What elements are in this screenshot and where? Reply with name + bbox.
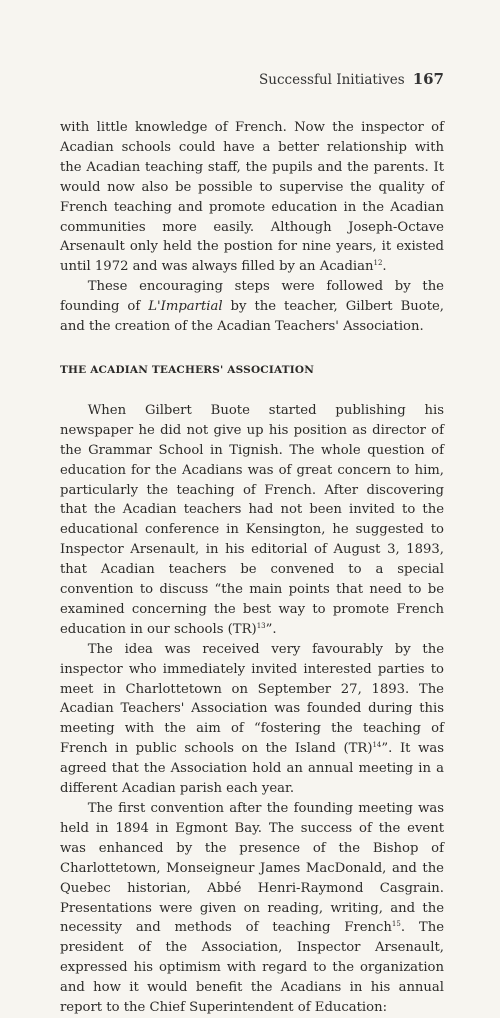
footnote-ref-15: 15 xyxy=(391,920,401,929)
paragraph-5-text: The first convention after the founding meeting was held in 1894 in Egmont Bay. The success of the event was enhanced by the presence of the Bishop of Charlottetown, Monseigneur James MacDonald, and the Quebec historian, Abbé Henri-Raymond Casgrain. Presentations were given on reading, writing, and the necessity and methods of teaching French xyxy=(60,801,444,936)
running-title: Successful Initiatives xyxy=(259,72,405,88)
paragraph-1-text: with little knowledge of French. Now the inspector of Acadian schools could have a better relationship with the Acadian teaching staff, the pupils and the parents. It would now also be possible to supervise the quality of French teaching and promote education in the Acadian communities more easily. Although Joseph-Octave Arsenault only held the postion for nine years, it existed until 1972 and was always filled by an Acadian xyxy=(60,120,444,275)
paragraph-4 xyxy=(60,640,444,799)
paragraph-4-text: The idea was received very favourably by the inspector who immediately invited interested parties to meet in Charlottetown on September 27, 1893. The Acadian Teachers' Association was founded during this meeting with the aim of “fostering the teaching of French in public schools on the Island (TR) xyxy=(60,641,444,757)
newspaper-title: L'Impartial xyxy=(148,299,223,315)
page-number: 167 xyxy=(412,70,444,88)
paragraph-5 xyxy=(60,799,444,1018)
footnote-ref-13: 13 xyxy=(256,621,266,630)
paragraph-3-end: ”. xyxy=(265,621,277,637)
paragraph-2 xyxy=(60,277,444,337)
footnote-ref-14: 14 xyxy=(372,741,382,750)
running-header xyxy=(259,70,444,88)
paragraph-4-end: ”. It was agreed that the Association hold an annual meeting in a different Acadian parish each year. xyxy=(60,741,444,797)
paragraph-2-text-a: These encouraging steps were followed by the founding of xyxy=(60,279,444,315)
paragraph-1 xyxy=(60,118,444,277)
paragraph-3-text: When Gilbert Buote started publishing his newspaper he did not give up his position as director of the Grammar School in Tignish. The whole question of education for the Acadians was of great concern to him, particularly the teaching of French. After discovering that the Acadian teachers had not been invited to the educational conference in Kensington, he suggested to Inspector Arsenault, in his editorial of August 3, 1893, that Acadian teachers be convened to a special convention to discuss “the main points that need to be examined concerning the best way to promote French education in our schools (TR) xyxy=(60,402,444,637)
section-heading: THE ACADIAN TEACHERS' ASSOCIATION xyxy=(60,363,315,376)
paragraph-1-end: . xyxy=(382,259,387,275)
paragraph-2-text-b: by the teacher, Gilbert Buote, and the creation of the Acadian Teachers' Association. xyxy=(60,299,444,335)
footnote-ref-12: 12 xyxy=(373,259,383,268)
page-body xyxy=(60,118,444,1018)
paragraph-3 xyxy=(60,401,444,640)
paragraph-5-end: . The president of the Association, Inspector Arsenault, expressed his optimism with regard to the organization and how it would benefit the Acadians in his annual report to the Chief Superintendent of Education: xyxy=(60,920,444,1016)
